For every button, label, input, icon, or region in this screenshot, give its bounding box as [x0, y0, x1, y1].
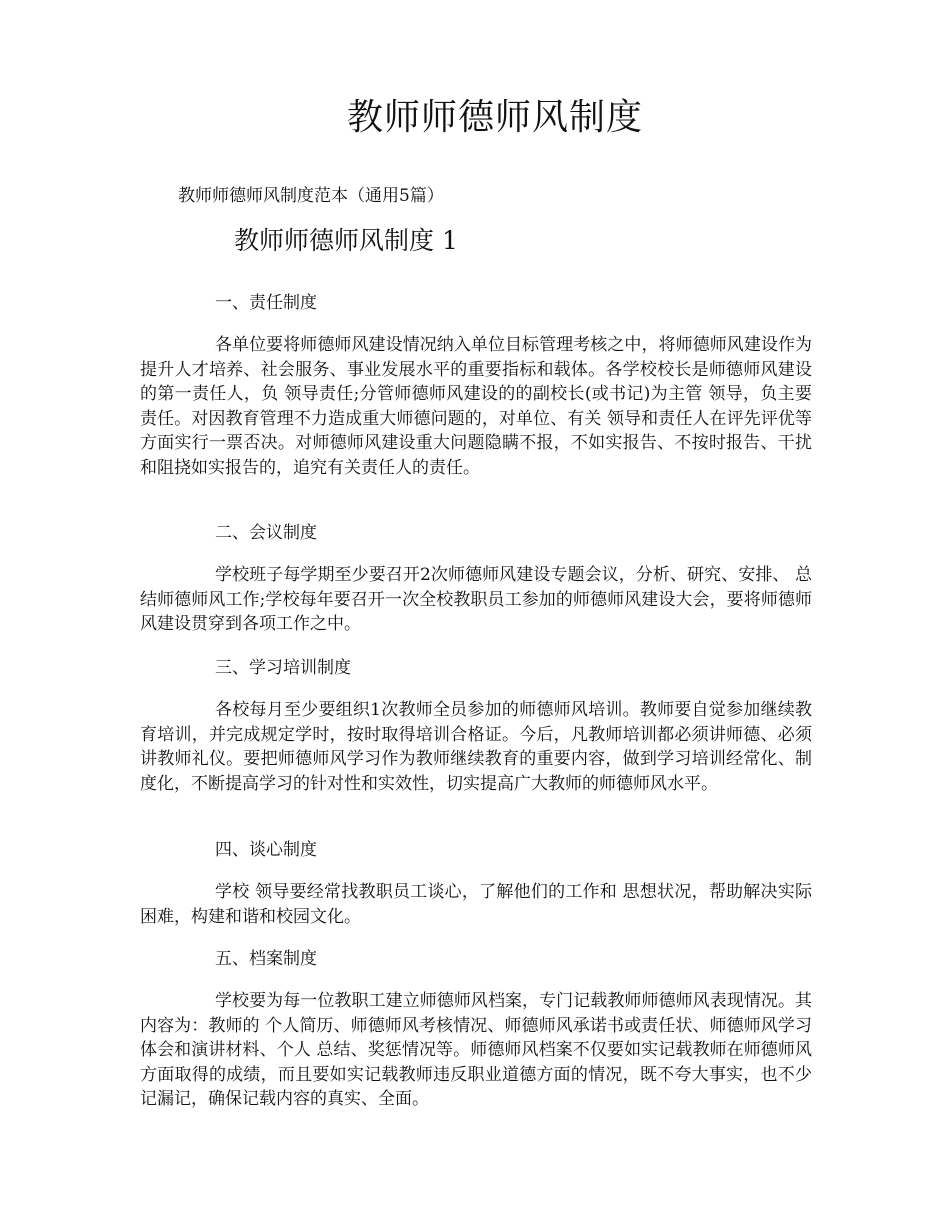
section-heading-talk: 四、谈心制度 — [215, 840, 317, 860]
section-heading-archive: 五、档案制度 — [215, 949, 317, 969]
section-body-talk: 学校 领导要经常找教职员工谈心，了解他们的工作和 思想状况，帮助解决实际困难，构建和谐和校园文化。 — [140, 882, 812, 927]
section-body-training: 各校每月至少要组织1次教师全员参加的师德师风培训。教师要自觉参加继续教育培训，并完成规定学时，按时取得培训合格证。今后，凡教师培训都必须讲师德、必须讲教师礼仪。要把师德师风学习作为教师继续教育的重要内容，做到学习培训经常化、制度化，不断提高学习的针对性和实效性，切实提高广大教师的师德师风水平。 — [140, 700, 812, 794]
section-title: 教师师德师风制度 1 — [234, 226, 458, 255]
section-body-responsibility: 各单位要将师德师风建设情况纳入单位目标管理考核之中，将师德师风建设作为提升人才培养、社会服务、事业发展水平的重要指标和载体。各学校校长是师德师风建设的第一责任人，负 领导责任;分管师德师风建设的的副校长(或书记)为主管 领导，负主要责任。对因教育管理不力造成重大师德问题的，对单位、有关 领导和责任人在评先评优等方面实行一票否决。对师德师风建设重大问题隐瞒不报，不如实报告、不按时报告、干扰和阻挠如实报告的，追究有关责任人的责任。 — [140, 335, 812, 478]
section-heading-meeting: 二、会议制度 — [215, 523, 317, 543]
document-title: 教师师德师风制度 — [346, 97, 643, 138]
document-subtitle: 教师师德师风制度范本（通用5篇） — [178, 186, 444, 206]
section-heading-responsibility: 一、责任制度 — [215, 293, 317, 313]
section-body-meeting: 学校班子每学期至少要召开2次师德师风建设专题会议，分析、研究、安排、 总结师德师风工作;学校每年要召开一次全校教职员工参加的师德师风建设大会，要将师德师风建设贯穿到各项工作之中。 — [140, 565, 812, 635]
section-heading-training: 三、学习培训制度 — [215, 658, 351, 678]
section-body-archive: 学校要为每一位教职工建立师德师风档案，专门记载教师师德师风表现情况。其内容为：教师的 个人简历、师德师风考核情况、师德师风承诺书或责任状、师德师风学习体会和演讲材料、个人 总结、奖惩情况等。师德师风档案不仅要如实记载教师在师德师风方面取得的成绩，而且要如实记载教师违反职业道德方面的情况，既不夸大事实，也不少记漏记，确保记载内容的真实、全面。 — [140, 991, 812, 1110]
